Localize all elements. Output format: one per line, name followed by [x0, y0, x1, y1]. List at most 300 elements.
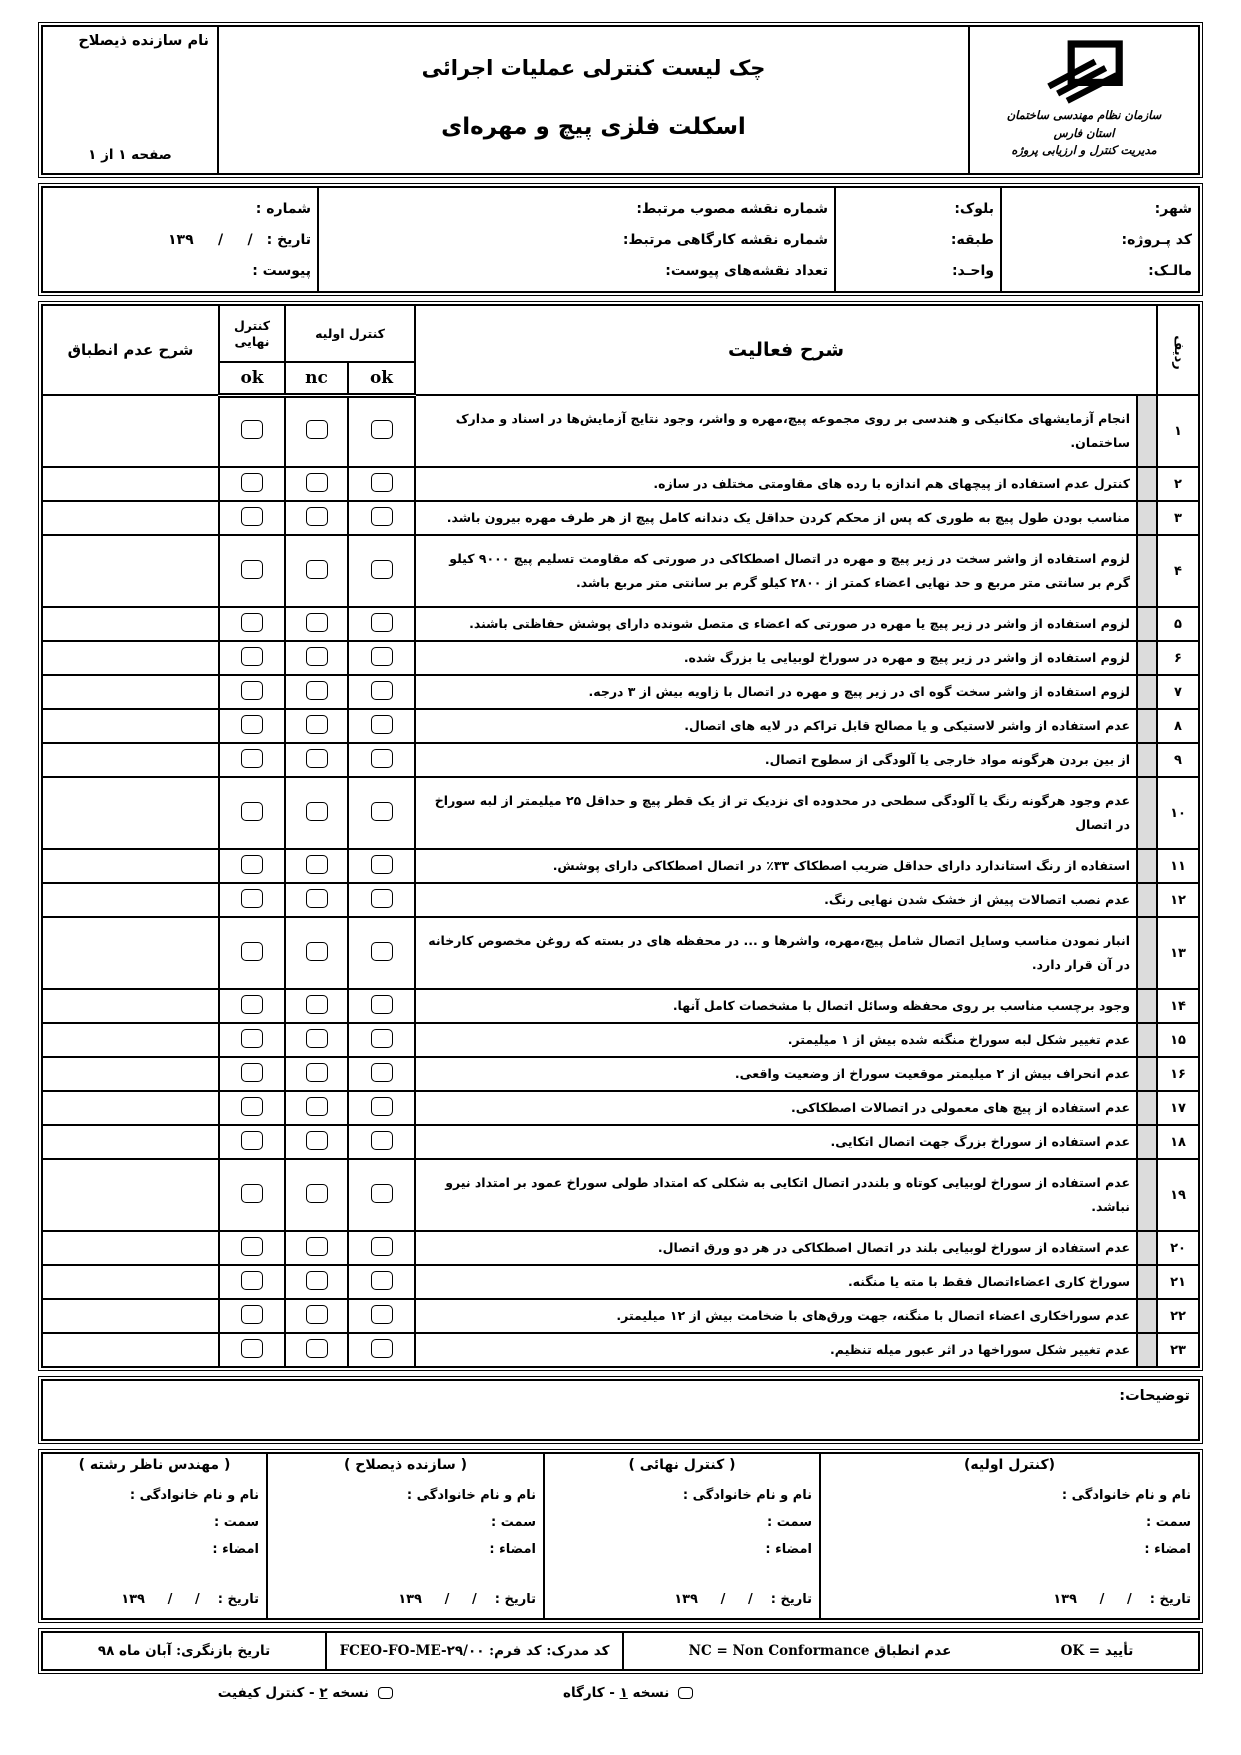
gray-strip-cell — [1137, 395, 1157, 467]
checkbox-initial-ok-cell — [348, 777, 415, 849]
checkbox-initial-nc[interactable] — [306, 995, 328, 1014]
floor-field[interactable]: طبقه: — [950, 231, 994, 248]
checkbox-final-ok[interactable] — [241, 1029, 263, 1048]
checkbox-initial-ok-cell — [348, 709, 415, 743]
signature-field[interactable]: امضاء : — [212, 1542, 259, 1557]
signature-field[interactable]: امضاء : — [765, 1542, 812, 1557]
checkbox-initial-ok-cell — [348, 917, 415, 989]
nonconformity-description-cell[interactable] — [42, 501, 219, 535]
date-field[interactable]: تاریخ : / / ۱۳۹ — [1053, 1592, 1191, 1607]
gray-strip-cell — [1137, 989, 1157, 1023]
row-number: ۱۷ — [1157, 1091, 1199, 1125]
nonconformity-description-cell[interactable] — [42, 917, 219, 989]
checkbox-initial-ok-cell — [348, 1231, 415, 1265]
block-field[interactable]: بلوک: — [954, 200, 994, 217]
checkbox-initial-ok[interactable] — [371, 1063, 393, 1082]
owner-field[interactable]: مالـک: — [1148, 262, 1192, 279]
nonconformity-description-cell[interactable] — [42, 675, 219, 709]
checkbox-final-ok-cell — [219, 1023, 285, 1057]
checkbox-initial-ok[interactable] — [371, 995, 393, 1014]
checkbox-final-ok-cell — [219, 1057, 285, 1091]
nonconformity-description-cell[interactable] — [42, 641, 219, 675]
checkbox-final-ok-cell — [219, 467, 285, 501]
table-row — [42, 675, 1199, 709]
checkbox-initial-nc-cell — [285, 501, 348, 535]
info-col-city — [1002, 188, 1198, 291]
row-number: ۷ — [1157, 675, 1199, 709]
checkbox-final-ok[interactable] — [241, 1131, 263, 1150]
checkbox-initial-ok-cell — [348, 535, 415, 607]
checkbox-final-ok-cell — [219, 1231, 285, 1265]
table-row — [42, 501, 1199, 535]
document-date-value: / / ۱۳۹ — [167, 231, 253, 248]
org-name-line1: سازمان نظام مهندسی ساختمان — [1006, 107, 1162, 122]
checkbox-initial-ok[interactable] — [371, 647, 393, 666]
attached-drawings-count-field[interactable]: تعداد نقشه‌های پیوست: — [665, 262, 828, 279]
checkbox-initial-nc[interactable] — [306, 507, 328, 526]
full-name-field[interactable]: نام و نام خانوادگی : — [129, 1488, 259, 1503]
checkbox-initial-ok-cell — [348, 607, 415, 641]
row-number: ۱۸ — [1157, 1125, 1199, 1159]
checkbox-initial-ok[interactable] — [371, 715, 393, 734]
gray-strip-cell — [1137, 607, 1157, 641]
date-value: / / ۱۳۹ — [674, 1592, 753, 1607]
table-row — [42, 1299, 1199, 1333]
checkbox-initial-nc-cell — [285, 883, 348, 917]
checkbox-initial-nc-cell — [285, 1125, 348, 1159]
checkbox-initial-nc-cell — [285, 535, 348, 607]
checkbox-final-ok-cell — [219, 641, 285, 675]
nonconformity-description-cell[interactable] — [42, 1125, 219, 1159]
checkbox-initial-nc[interactable] — [306, 715, 328, 734]
activity-description: لزوم استفاده از واشر در زیر پیچ یا مهره در صورتی که اعضاء ی متصل شونده دارای پوشش حفاظتی باشند. — [415, 607, 1137, 641]
checkbox-initial-nc-cell — [285, 1265, 348, 1299]
table-row — [42, 1091, 1199, 1125]
checkbox-final-ok[interactable] — [241, 995, 263, 1014]
nonconformity-description-cell[interactable] — [42, 535, 219, 607]
checkbox-final-ok-cell — [219, 743, 285, 777]
legend-nc: عدم انطباق NC = Non Conformance — [688, 1643, 952, 1659]
checkbox-initial-nc[interactable] — [306, 802, 328, 821]
checkbox-final-ok-cell — [219, 917, 285, 989]
checkbox-initial-ok-cell — [348, 989, 415, 1023]
activity-description: عدم وجود هرگونه رنگ یا آلودگی سطحی در محدوده ای نزدیک تر از یک قطر پیچ و حداقل ۲۵ میلیمتر از لبه سوراخ در اتصال — [415, 777, 1137, 849]
activity-description: مناسب بودن طول پیچ به طوری که پس از محکم کردن حداقل یک دندانه کامل پیچ از هر طرف مهره بیرون باشد. — [415, 501, 1137, 535]
table-row — [42, 989, 1199, 1023]
checkbox-final-ok-cell — [219, 1265, 285, 1299]
legend-ok: تأیید = OK — [1060, 1643, 1134, 1659]
activity-description: انبار نمودن مناسب وسایل اتصال شامل پیچ،مهره، واشرها و ... در محفظه های در بسته که روغن مخصوص کارخانه در آن قرار دارد. — [415, 917, 1137, 989]
table-row — [42, 883, 1199, 917]
row-number: ۲۰ — [1157, 1231, 1199, 1265]
date-field[interactable]: تاریخ : / / ۱۳۹ — [674, 1592, 812, 1607]
activity-description: لزوم استفاده از واشر در زیر پیچ و مهره در سوراخ لوبیایی یا بزرگ شده. — [415, 641, 1137, 675]
table-row — [42, 1159, 1199, 1231]
table-row — [42, 1057, 1199, 1091]
checkbox-initial-nc[interactable] — [306, 473, 328, 492]
gray-strip-cell — [1137, 1023, 1157, 1057]
table-row — [42, 1265, 1199, 1299]
checkbox-final-ok-cell — [219, 501, 285, 535]
position-field[interactable]: سمت : — [491, 1515, 536, 1530]
checkbox-final-ok[interactable] — [241, 647, 263, 666]
date-value: / / ۱۳۹ — [121, 1592, 200, 1607]
gray-strip-cell — [1137, 641, 1157, 675]
organization-logo-block — [970, 27, 1198, 173]
organization-logo-icon — [1043, 40, 1125, 104]
row-number: ۱۴ — [1157, 989, 1199, 1023]
revision-date: تاریخ بازنگری: آبان ماه ۹۸ — [43, 1633, 327, 1669]
row-number: ۱ — [1157, 395, 1199, 467]
activity-description: از بین بردن هرگونه مواد خارجی یا آلودگی از سطوح اتصال. — [415, 743, 1137, 777]
checkbox-final-ok-cell — [219, 1159, 285, 1231]
signature-field[interactable]: امضاء : — [1144, 1542, 1191, 1557]
activity-description: انجام آزمایشهای مکانیکی و هندسی بر روی مجموعه پیچ،مهره و واشر، وجود نتایج آزمایش‌ها در اسناد و مدارک ساختمان. — [415, 395, 1137, 467]
checkbox-initial-nc[interactable] — [306, 647, 328, 666]
checkbox-initial-nc-cell — [285, 709, 348, 743]
gray-strip-cell — [1137, 777, 1157, 849]
form-title-block — [219, 27, 970, 173]
checkbox-initial-nc[interactable] — [306, 1131, 328, 1150]
checkbox-initial-ok[interactable] — [371, 1271, 393, 1290]
copy-label: نسخه ۲ - کنترل کیفیت — [217, 1685, 369, 1701]
checkbox-initial-nc-cell — [285, 607, 348, 641]
nonconformity-description-cell[interactable] — [42, 607, 219, 641]
nonconformity-description-cell[interactable] — [42, 777, 219, 849]
checkbox-initial-nc[interactable] — [306, 1237, 328, 1256]
gray-strip-cell — [1137, 849, 1157, 883]
row-number: ۱۶ — [1157, 1057, 1199, 1091]
checkbox-initial-nc-cell — [285, 467, 348, 501]
checkbox-final-ok[interactable] — [241, 889, 263, 908]
checkbox-initial-nc-cell — [285, 675, 348, 709]
table-row — [42, 849, 1199, 883]
nonconformity-description-cell[interactable] — [42, 1265, 219, 1299]
position-field[interactable]: سمت : — [1146, 1515, 1191, 1530]
nonconformity-description-cell[interactable] — [42, 1299, 219, 1333]
project-info-box — [41, 186, 1200, 293]
copy-item-2 — [218, 1685, 393, 1701]
checkbox-final-ok-cell — [219, 883, 285, 917]
checkbox-initial-nc[interactable] — [306, 1063, 328, 1082]
copy-checkbox[interactable] — [678, 1687, 693, 1699]
gray-strip-cell — [1137, 501, 1157, 535]
row-number: ۹ — [1157, 743, 1199, 777]
checkbox-final-ok[interactable] — [241, 1305, 263, 1324]
checkbox-final-ok[interactable] — [241, 560, 263, 579]
checkbox-initial-ok[interactable] — [371, 889, 393, 908]
comments-box[interactable] — [41, 1379, 1200, 1441]
unit-field[interactable]: واحـد: — [951, 262, 994, 279]
checkbox-initial-nc[interactable] — [306, 855, 328, 874]
signature-column — [43, 1454, 268, 1618]
checkbox-initial-ok[interactable] — [371, 473, 393, 492]
checkbox-initial-nc-cell — [285, 1159, 348, 1231]
checkbox-final-ok-cell — [219, 675, 285, 709]
document-date-field[interactable]: تاریخ : / / ۱۳۹ — [167, 231, 311, 248]
full-name-field[interactable]: نام و نام خانوادگی : — [406, 1488, 536, 1503]
checklist-table — [41, 304, 1200, 1368]
info-col-document — [43, 188, 319, 291]
form-subtitle: اسکلت فلزی پیچ و مهره‌ای — [441, 114, 746, 140]
nonconformity-description-cell[interactable] — [42, 883, 219, 917]
checkbox-final-ok-cell — [219, 777, 285, 849]
activity-description: عدم نصب اتصالات پیش از خشک شدن نهایی رنگ. — [415, 883, 1137, 917]
checkbox-final-ok[interactable] — [241, 749, 263, 768]
column-header-activity: شرح فعالیت — [415, 305, 1157, 395]
checkbox-initial-ok[interactable] — [371, 749, 393, 768]
checkbox-initial-nc[interactable] — [306, 1271, 328, 1290]
checkbox-final-ok[interactable] — [241, 1339, 263, 1358]
column-header-initial-control: کنترل اولیه — [285, 305, 415, 362]
table-row — [42, 1231, 1199, 1265]
nonconformity-description-cell[interactable] — [42, 1333, 219, 1367]
position-field[interactable]: سمت : — [767, 1515, 812, 1530]
checkbox-initial-ok[interactable] — [371, 1339, 393, 1358]
checkbox-initial-nc-cell — [285, 777, 348, 849]
row-number: ۱۵ — [1157, 1023, 1199, 1057]
checkbox-final-ok[interactable] — [241, 1097, 263, 1116]
row-number: ۸ — [1157, 709, 1199, 743]
table-row — [42, 709, 1199, 743]
signature-column-title: ( مهندس ناظر رشته ) — [78, 1457, 231, 1473]
activity-description: لزوم استفاده از واشر سخت گوه ای در زیر پیچ و مهره در اتصال با زاویه بیش از ۳ درجه. — [415, 675, 1137, 709]
checkbox-final-ok-cell — [219, 1299, 285, 1333]
nonconformity-description-cell[interactable] — [42, 743, 219, 777]
checkbox-initial-nc-cell — [285, 1299, 348, 1333]
comments-label: توضیحات: — [1119, 1388, 1190, 1404]
activity-description: عدم استفاده از سوراخ لوبیایی بلند در اتصال اصطکاکی در هر دو ورق اتصال. — [415, 1231, 1137, 1265]
checkbox-initial-ok-cell — [348, 467, 415, 501]
checkbox-initial-ok[interactable] — [371, 560, 393, 579]
checkbox-final-ok-cell — [219, 1125, 285, 1159]
checkbox-initial-ok-cell — [348, 641, 415, 675]
checkbox-initial-nc-cell — [285, 1091, 348, 1125]
copy-checkbox[interactable] — [378, 1687, 393, 1699]
shop-drawing-no-field[interactable]: شماره نقشه کارگاهی مرتبط: — [622, 231, 828, 248]
gray-strip-cell — [1137, 1265, 1157, 1299]
nonconformity-description-cell[interactable] — [42, 395, 219, 467]
table-row — [42, 535, 1199, 607]
project-code-field[interactable]: کد پـروژه: — [1121, 231, 1192, 248]
checkbox-initial-nc[interactable] — [306, 1097, 328, 1116]
subheader-initial-nc: nc — [285, 362, 348, 395]
row-number: ۲ — [1157, 467, 1199, 501]
builder-name-label: نام سازنده ذیصلاح — [78, 33, 209, 49]
checkbox-initial-ok[interactable] — [371, 1184, 393, 1203]
checkbox-initial-nc-cell — [285, 1231, 348, 1265]
table-row — [42, 641, 1199, 675]
nonconformity-description-cell[interactable] — [42, 1159, 219, 1231]
copies-row — [41, 1671, 1200, 1701]
checkbox-initial-ok-cell — [348, 1057, 415, 1091]
checkbox-final-ok[interactable] — [241, 420, 263, 439]
copy-label: نسخه ۱ - کارگاه — [563, 1685, 670, 1701]
signature-column — [268, 1454, 545, 1618]
document-number-field[interactable]: شماره : — [255, 200, 311, 217]
checkbox-initial-nc[interactable] — [306, 1339, 328, 1358]
info-col-drawings — [319, 188, 836, 291]
checkbox-initial-ok[interactable] — [371, 613, 393, 632]
attachment-field[interactable]: پیوست : — [252, 262, 311, 279]
checkbox-final-ok-cell — [219, 1333, 285, 1367]
checkbox-initial-nc[interactable] — [306, 420, 328, 439]
nonconformity-description-cell[interactable] — [42, 467, 219, 501]
checkbox-final-ok[interactable] — [241, 613, 263, 632]
checkbox-initial-ok[interactable] — [371, 681, 393, 700]
checkbox-initial-nc[interactable] — [306, 1305, 328, 1324]
checkbox-final-ok[interactable] — [241, 473, 263, 492]
checkbox-initial-ok[interactable] — [371, 1131, 393, 1150]
gray-strip-cell — [1137, 1231, 1157, 1265]
checkbox-initial-ok-cell — [348, 1091, 415, 1125]
checkbox-initial-ok[interactable] — [371, 802, 393, 821]
date-field[interactable]: تاریخ : / / ۱۳۹ — [398, 1592, 536, 1607]
checklist-table-box — [41, 304, 1200, 1368]
checkbox-initial-ok-cell — [348, 1023, 415, 1057]
checkbox-initial-ok-cell — [348, 675, 415, 709]
gray-strip-cell — [1137, 467, 1157, 501]
full-name-field[interactable]: نام و نام خانوادگی : — [1061, 1488, 1191, 1503]
checkbox-initial-ok-cell — [348, 1159, 415, 1231]
checkbox-final-ok-cell — [219, 849, 285, 883]
row-number: ۱۱ — [1157, 849, 1199, 883]
checkbox-initial-ok[interactable] — [371, 1097, 393, 1116]
checkbox-initial-ok-cell — [348, 883, 415, 917]
checkbox-initial-ok[interactable] — [371, 420, 393, 439]
date-value: / / ۱۳۹ — [398, 1592, 477, 1607]
column-header-nonconformity: شرح عدم انطباق — [42, 305, 219, 395]
nonconformity-description-cell[interactable] — [42, 849, 219, 883]
checkbox-final-ok[interactable] — [241, 715, 263, 734]
table-row — [42, 743, 1199, 777]
date-field[interactable]: تاریخ : / / ۱۳۹ — [121, 1592, 259, 1607]
table-row — [42, 395, 1199, 467]
checkbox-initial-ok[interactable] — [371, 507, 393, 526]
checkbox-initial-nc[interactable] — [306, 560, 328, 579]
row-number: ۲۲ — [1157, 1299, 1199, 1333]
checkbox-initial-nc-cell — [285, 989, 348, 1023]
checkbox-initial-ok[interactable] — [371, 942, 393, 961]
nonconformity-description-cell[interactable] — [42, 1057, 219, 1091]
org-name-line2: استان فارس — [1053, 125, 1115, 140]
column-header-final-control: کنترل نهایی — [219, 305, 285, 362]
activity-description: وجود برچسب مناسب بر روی محفظه وسائل اتصال با مشخصات کامل آنها. — [415, 989, 1137, 1023]
form-header — [41, 25, 1200, 175]
row-number: ۴ — [1157, 535, 1199, 607]
table-row — [42, 467, 1199, 501]
gray-strip-cell — [1137, 1299, 1157, 1333]
activity-description: عدم تغییر شکل لبه سوراخ منگنه شده بیش از ۱ میلیمتر. — [415, 1023, 1137, 1057]
gray-strip-cell — [1137, 1091, 1157, 1125]
activity-description: عدم استفاده از پیچ های معمولی در اتصالات اصطکاکی. — [415, 1091, 1137, 1125]
checkbox-final-ok-cell — [219, 709, 285, 743]
activity-description: لزوم استفاده از واشر سخت در زیر پیچ و مهره در اتصال اصطکاکی در صورتی که مقاومت تسلیم پیچ ۹۰۰۰ کیلو گرم بر سانتی متر مربع و حد نهایی اعضاء کمتر از ۲۸۰۰ کیلو گرم بر سانتی متر مربع باشد. — [415, 535, 1137, 607]
gray-strip-cell — [1137, 1333, 1157, 1367]
table-row — [42, 777, 1199, 849]
activity-description: استفاده از رنگ استاندارد دارای حداقل ضریب اصطکاک ۳۳٪ در اتصال اصطکاکی دارای پوشش. — [415, 849, 1137, 883]
position-field[interactable]: سمت : — [214, 1515, 259, 1530]
checkbox-initial-nc[interactable] — [306, 749, 328, 768]
checkbox-final-ok-cell — [219, 535, 285, 607]
checkbox-final-ok-cell — [219, 395, 285, 467]
checkbox-final-ok[interactable] — [241, 1237, 263, 1256]
gray-strip-cell — [1137, 743, 1157, 777]
activity-description: عدم استفاده از سوراخ بزرگ جهت اتصال اتکایی. — [415, 1125, 1137, 1159]
nonconformity-description-cell[interactable] — [42, 1231, 219, 1265]
checkbox-final-ok[interactable] — [241, 802, 263, 821]
checkbox-final-ok[interactable] — [241, 1184, 263, 1203]
checkbox-initial-ok-cell — [348, 1299, 415, 1333]
checkbox-final-ok[interactable] — [241, 855, 263, 874]
row-number: ۱۳ — [1157, 917, 1199, 989]
checkbox-initial-ok-cell — [348, 395, 415, 467]
footer-bar — [41, 1631, 1200, 1671]
checkbox-initial-nc[interactable] — [306, 681, 328, 700]
checkbox-initial-ok[interactable] — [371, 855, 393, 874]
checkbox-initial-ok[interactable] — [371, 1029, 393, 1048]
builder-name-box[interactable] — [43, 27, 219, 173]
gray-strip-cell — [1137, 1125, 1157, 1159]
row-number: ۲۱ — [1157, 1265, 1199, 1299]
checkbox-initial-nc[interactable] — [306, 1184, 328, 1203]
checklist-body — [42, 395, 1199, 1367]
checkbox-initial-ok[interactable] — [371, 1305, 393, 1324]
signature-column — [821, 1454, 1198, 1618]
row-number: ۶ — [1157, 641, 1199, 675]
checkbox-initial-nc-cell — [285, 1333, 348, 1367]
gray-strip-cell — [1137, 709, 1157, 743]
gray-strip-cell — [1137, 535, 1157, 607]
checkbox-final-ok[interactable] — [241, 507, 263, 526]
city-field[interactable]: شهر: — [1154, 200, 1192, 217]
nonconformity-description-cell[interactable] — [42, 1023, 219, 1057]
approved-drawing-no-field[interactable]: شماره نقشه مصوب مرتبط: — [636, 200, 828, 217]
nonconformity-description-cell[interactable] — [42, 709, 219, 743]
nonconformity-description-cell[interactable] — [42, 989, 219, 1023]
table-row — [42, 607, 1199, 641]
checkbox-initial-nc[interactable] — [306, 1029, 328, 1048]
gray-strip-cell — [1137, 1159, 1157, 1231]
checkbox-initial-ok-cell — [348, 1125, 415, 1159]
activity-description: عدم سوراخکاری اعضاء اتصال با منگنه، جهت ورق‌های با ضخامت بیش از ۱۲ میلیمتر. — [415, 1299, 1137, 1333]
row-number: ۱۲ — [1157, 883, 1199, 917]
subheader-initial-ok: ok — [348, 362, 415, 395]
checkbox-initial-nc[interactable] — [306, 613, 328, 632]
page-number: صفحه ۱ از ۱ — [88, 147, 172, 163]
gray-strip-cell — [1137, 1057, 1157, 1091]
checkbox-initial-nc[interactable] — [306, 889, 328, 908]
checkbox-final-ok[interactable] — [241, 1063, 263, 1082]
checkbox-initial-ok[interactable] — [371, 1237, 393, 1256]
checkbox-initial-nc-cell — [285, 743, 348, 777]
gray-strip-cell — [1137, 883, 1157, 917]
checkbox-initial-nc[interactable] — [306, 942, 328, 961]
table-row — [42, 1125, 1199, 1159]
full-name-field[interactable]: نام و نام خانوادگی : — [682, 1488, 812, 1503]
signature-column-title: ( کنترل نهائی ) — [628, 1457, 736, 1473]
checkbox-final-ok[interactable] — [241, 942, 263, 961]
checkbox-final-ok[interactable] — [241, 681, 263, 700]
signature-field[interactable]: امضاء : — [489, 1542, 536, 1557]
legend-cell — [624, 1633, 1198, 1669]
checkbox-final-ok[interactable] — [241, 1271, 263, 1290]
nonconformity-description-cell[interactable] — [42, 1091, 219, 1125]
date-value: / / ۱۳۹ — [1053, 1592, 1132, 1607]
form-title: چک لیست کنترلی عملیات اجرائی — [421, 56, 766, 80]
row-number: ۱۰ — [1157, 777, 1199, 849]
gray-strip-cell — [1137, 675, 1157, 709]
